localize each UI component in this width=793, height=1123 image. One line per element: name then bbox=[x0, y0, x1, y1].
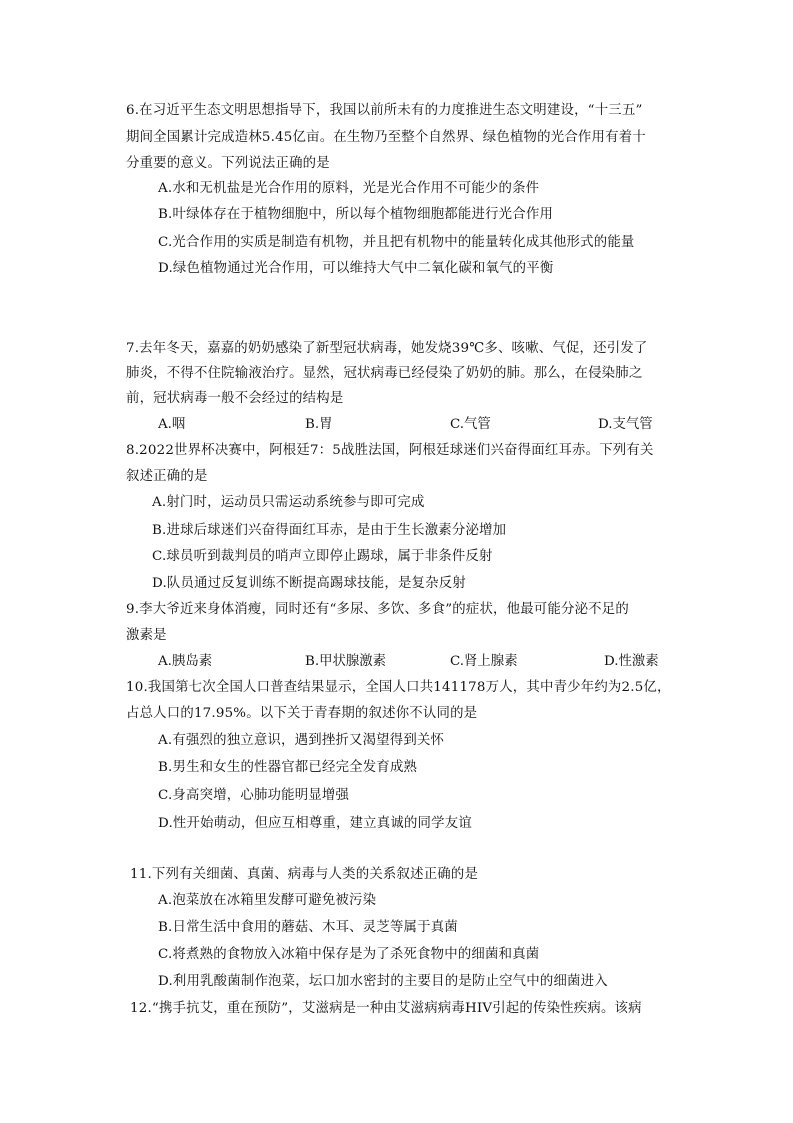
q7-option-a: A.咽 bbox=[158, 417, 186, 432]
q9-option-b: B.甲状腺激素 bbox=[305, 654, 387, 669]
q10-option-b: B.男生和女生的性器官都已经完全发育成熟 bbox=[158, 760, 418, 775]
q6-option-d: D.绿色植物通过光合作用，可以维持大气中二氧化碳和氧气的平衡 bbox=[158, 261, 554, 276]
q11-option-a: A.泡菜放在冰箱里发酵可避免被污染 bbox=[158, 893, 377, 908]
q6-stem-line-1: 6.在习近平生态文明思想指导下，我国以前所未有的力度推进生态文明建设，“十三五” bbox=[126, 103, 643, 118]
q7-stem-line-2: 肺炎，不得不住院输液治疗。显然，冠状病毒已经侵染了奶奶的肺。那么，在侵染肺之 bbox=[126, 366, 643, 381]
q10-option-c: C.身高突增，心肺功能明显增强 bbox=[158, 788, 350, 803]
q7-stem-line-1: 7.去年冬天，嘉嘉的奶奶感染了新型冠状病毒，她发烧39℃多、咳嗽、气促，还引发了 bbox=[126, 341, 648, 356]
q9-options bbox=[0, 653, 793, 671]
q7-option-c: C.气管 bbox=[450, 417, 491, 432]
q8-option-c: C.球员听到裁判员的哨声立即停止踢球，属于非条件反射 bbox=[152, 549, 493, 564]
q8-option-a: A.射门时，运动员只需运动系统参与即可完成 bbox=[152, 495, 425, 510]
q7-option-d: D.支气管 bbox=[598, 417, 653, 432]
q9-stem-line-1: 9.李大爷近来身体消瘦，同时还有“多尿、多饮、多食”的症状，他最可能分泌不足的 bbox=[126, 602, 629, 617]
q7-option-b: B.胃 bbox=[305, 417, 333, 432]
q9-option-a: A.胰岛素 bbox=[158, 654, 213, 669]
q8-option-d: D.队员通过反复训练不断提高踢球技能，是复杂反射 bbox=[152, 576, 466, 591]
q10-option-d: D.性开始萌动，但应互相尊重，建立真诚的同学友谊 bbox=[158, 816, 472, 831]
q9-option-d: D.性激素 bbox=[604, 654, 659, 669]
q8-option-b: B.进球后球迷们兴奋得面红耳赤，是由于生长激素分泌增加 bbox=[152, 523, 507, 538]
q7-options bbox=[0, 416, 793, 434]
q10-option-a: A.有强烈的独立意识，遇到挫折又渴望得到关怀 bbox=[158, 733, 445, 748]
q6-option-c: C.光合作用的实质是制造有机物，并且把有机物中的能量转化成其他形式的能量 bbox=[158, 235, 635, 250]
q11-option-c: C.将煮熟的食物放入冰箱中保存是为了杀死食物中的细菌和真菌 bbox=[158, 947, 540, 962]
q11-stem-line-1: 11.下列有关细菌、真菌、病毒与人类的关系叙述正确的是 bbox=[130, 867, 479, 882]
q6-stem-line-3: 分重要的意义。下列说法正确的是 bbox=[126, 156, 330, 171]
q12-stem-line-1: 12.“携手抗艾，重在预防”，艾滋病是一种由艾滋病病毒HIV引起的传染性疾病。该病 bbox=[130, 1001, 642, 1016]
q10-stem-line-1: 10.我国第七次全国人口普查结果显示，全国人口共141178万人，其中青少年约为2.5亿， bbox=[126, 680, 671, 695]
q11-option-d: D.利用乳酸菌制作泡菜，坛口加水密封的主要目的是防止空气中的细菌进入 bbox=[158, 974, 608, 989]
q7-stem-line-3: 前，冠状病毒一般不会经过的结构是 bbox=[126, 391, 344, 406]
q11-option-b: B.日常生活中食用的蘑菇、木耳、灵芝等属于真菌 bbox=[158, 920, 458, 935]
q6-stem-line-2: 期间全国累计完成造林5.45亿亩。在生物乃至整个自然界、绿色植物的光合作用有着十 bbox=[126, 130, 646, 145]
q6-option-b: B.叶绿体存在于植物细胞中，所以每个植物细胞都能进行光合作用 bbox=[158, 207, 554, 222]
q9-stem-line-2: 激素是 bbox=[126, 628, 167, 643]
q6-option-a: A.水和无机盐是光合作用的原料，光是光合作用不可能少的条件 bbox=[158, 181, 540, 196]
q10-stem-line-2: 占总人口的17.95%。以下关于青春期的叙述你不认同的是 bbox=[126, 706, 478, 721]
q9-option-c: C.肾上腺素 bbox=[450, 654, 518, 669]
q8-stem-line-1: 8.2022世界杯决赛中，阿根廷7：5战胜法国，阿根廷球迷们兴奋得面红耳赤。下列有关 bbox=[126, 443, 654, 458]
q8-stem-line-2: 叙述正确的是 bbox=[126, 469, 208, 484]
